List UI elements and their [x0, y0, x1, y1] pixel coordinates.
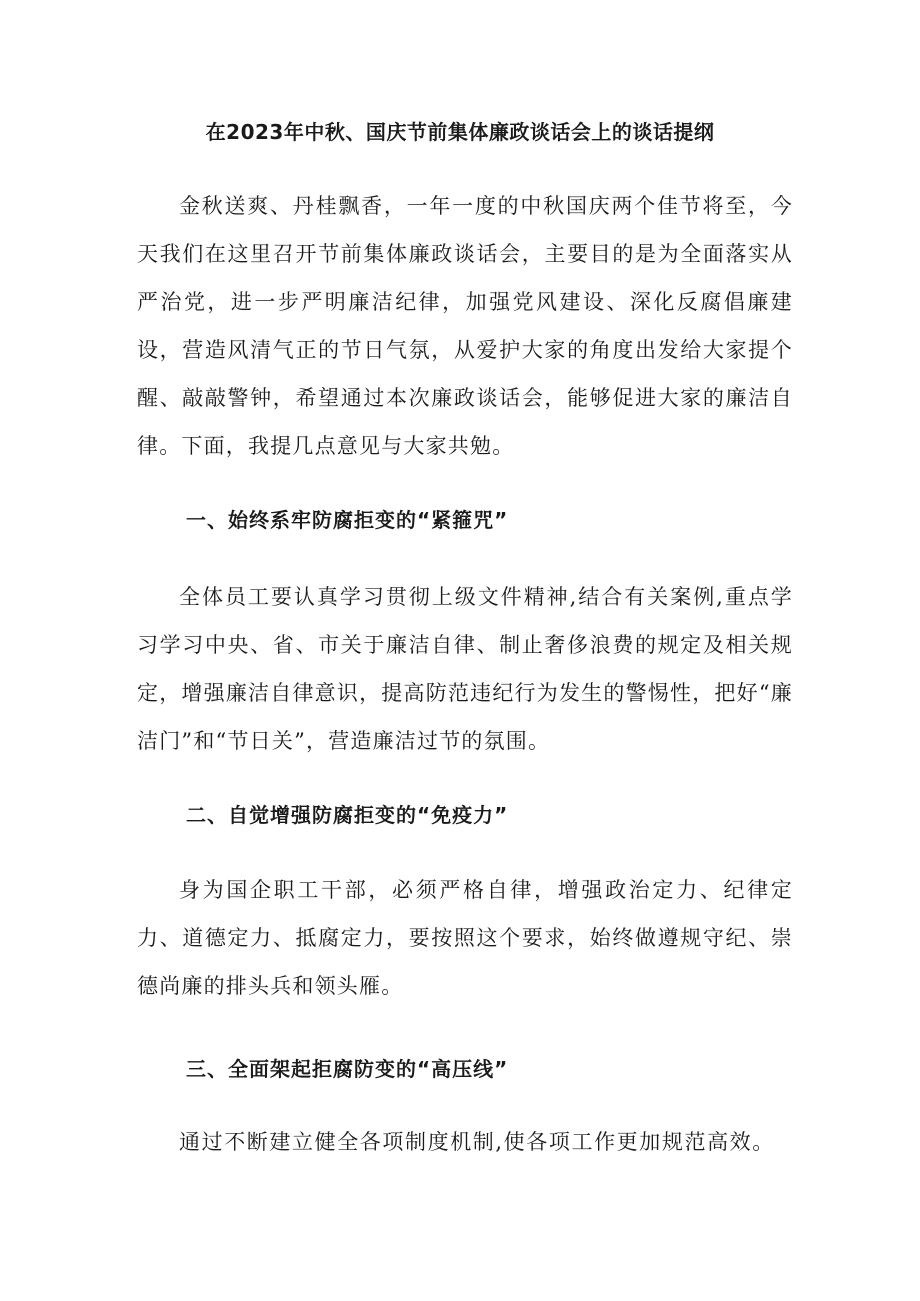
section-1-body: 全体员工要认真学习贯彻上级文件精神,结合有关案例,重点学习学习中央、省、市关于廉洁自律、制止奢侈浪费的规定及相关规定，增强廉洁自律意识，提高防范违纪行为发生的警惕性，把好“廉洁门”和“节日关”，营造廉洁过节的氛围。 — [137, 585, 793, 753]
section-3-body: 通过不断建立健全各项制度机制,使各项工作更加规范高效。 — [179, 1130, 775, 1154]
document-title: 在2023年中秋、国庆节前集体廉政谈话会上的谈话提纲 — [205, 120, 715, 144]
section-2-heading: 二、自觉增强防腐拒变的“免疫力” — [186, 803, 509, 827]
section-1-heading: 一、始终系牢防腐拒变的“紧箍咒” — [186, 508, 509, 532]
intro-paragraph: 金秋送爽、丹桂飘香，一年一度的中秋国庆两个佳节将至，今天我们在这里召开节前集体廉政谈话会，主要目的是为全面落实从严治党，进一步严明廉洁纪律，加强党风建设、深化反腐倡廉建设，营造风清气正的节日气氛，从爱护大家的角度出发给大家提个醒、敲敲警钟，希望通过本次廉政谈话会，能够促进大家的廉洁自律。下面，我提几点意见与大家共勉。 — [137, 194, 793, 458]
section-3-heading: 三、全面架起拒腐防变的“高压线” — [186, 1057, 509, 1081]
section-2-body: 身为国企职工干部，必须严格自律，增强政治定力、纪律定力、道德定力、抵腐定力，要按照这个要求，始终做遵规守纪、崇德尚廉的排头兵和领头雁。 — [137, 878, 793, 998]
